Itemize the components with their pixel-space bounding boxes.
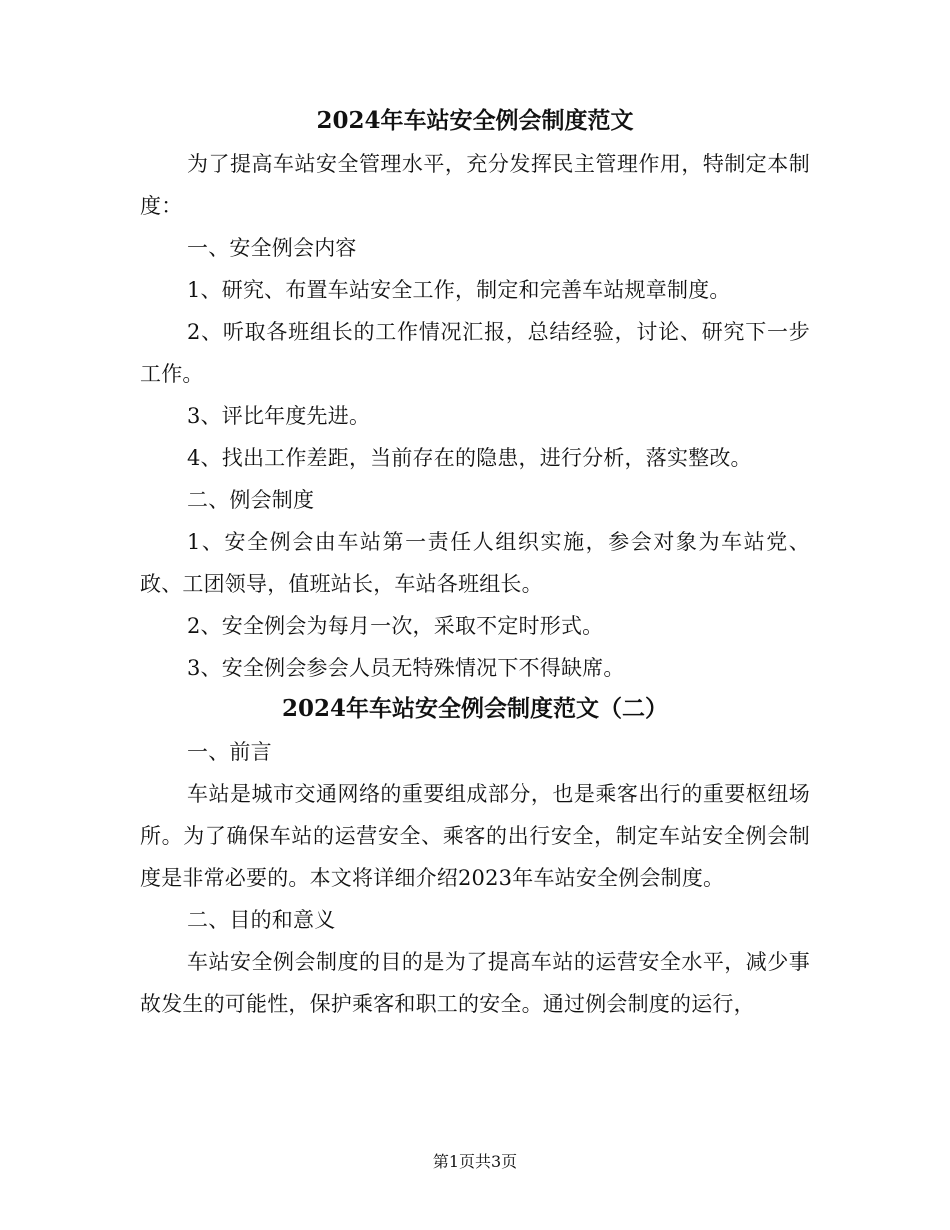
- page-number: 第1页共3页: [432, 1152, 518, 1171]
- document-body: [140, 99, 810, 1025]
- list-item: 2、安全例会为每月一次，采取不定时形式。: [187, 614, 604, 638]
- list-item: 3、安全例会参会人员无特殊情况下不得缺席。: [187, 656, 625, 680]
- preface-paragraph: 车站是城市交通网络的重要组成部分，也是乘客出行的重要枢纽场所。为了确保车站的运营安全、乘客的出行安全，制定车站安全例会制度是非常必要的。本文将详细介绍2023年车站安全例会制度。: [140, 782, 810, 890]
- document-title: 2024年车站安全例会制度范文: [316, 107, 634, 134]
- list-item: 1、研究、布置车站安全工作，制定和完善车站规章制度。: [187, 278, 731, 302]
- list-item: 3、评比年度先进。: [187, 404, 371, 428]
- section-heading-purpose: 二、目的和意义: [187, 908, 336, 932]
- section-heading-meeting-rules: 二、例会制度: [187, 488, 315, 512]
- document-subtitle: 2024年车站安全例会制度范文（二）: [281, 695, 668, 722]
- list-item: 4、找出工作差距，当前存在的隐患，进行分析，落实整改。: [187, 446, 752, 470]
- list-item: 2、听取各班组长的工作情况汇报，总结经验，讨论、研究下一步工作。: [140, 320, 810, 386]
- section-heading-meeting-content: 一、安全例会内容: [187, 236, 357, 260]
- list-item: 1、安全例会由车站第一责任人组织实施，参会对象为车站党、政、工团领导，值班站长，车站各班组长。: [140, 530, 810, 596]
- intro-paragraph: 为了提高车站安全管理水平，充分发挥民主管理作用，特制定本制度：: [140, 152, 810, 218]
- purpose-paragraph: 车站安全例会制度的目的是为了提高车站的运营安全水平，减少事故发生的可能性，保护乘客和职工的安全。通过例会制度的运行，: [140, 950, 810, 1016]
- section-heading-preface: 一、前言: [187, 740, 272, 764]
